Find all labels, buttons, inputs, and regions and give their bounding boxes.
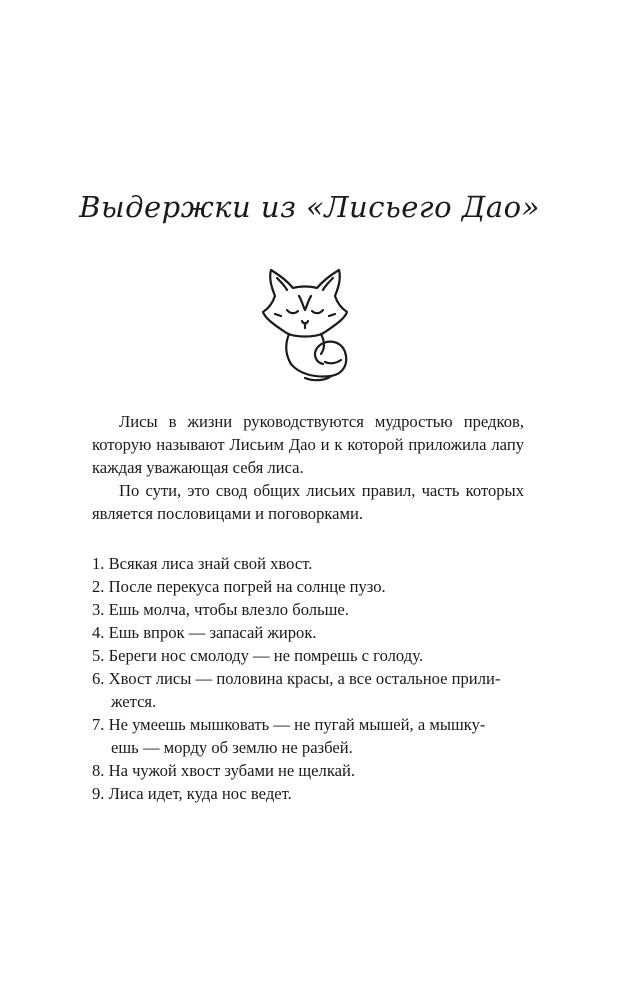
rule-text: 8. На чужой хвост зубами не щелкай. (92, 761, 356, 780)
rule-text: 4. Ешь впрок — запасай жирок. (92, 623, 317, 642)
list-item (92, 598, 524, 621)
rule-text: 6. Хвост лисы — половина красы, а все остальное прили- (92, 669, 501, 688)
rule-text: 2. После перекуса погрей на солнце пузо. (92, 577, 386, 596)
rule-continuation: жется. (111, 692, 157, 711)
body-text (92, 410, 524, 805)
list-item (92, 644, 524, 667)
rule-text: 5. Береги нос смолоду — не помрешь с голоду. (92, 646, 423, 665)
list-item (92, 667, 524, 713)
rule-text: 3. Ешь молча, чтобы влезло больше. (92, 600, 349, 619)
list-item (92, 575, 524, 598)
list-item (92, 759, 524, 782)
rule-continuation: ешь — морду об землю не разбей. (111, 738, 353, 757)
fox-icon (255, 268, 355, 386)
rule-text: 9. Лиса идет, куда нос ведет. (92, 784, 292, 803)
page-title: Выдержки из «Лисьего Дао» (79, 190, 540, 224)
rule-text: 1. Всякая лиса знай свой хвост. (92, 554, 313, 573)
list-item (92, 552, 524, 575)
rule-text: 7. Не умеешь мышковать — не пугай мышей, а мышку- (92, 715, 486, 734)
list-item (92, 713, 524, 759)
list-item (92, 621, 524, 644)
list-item (92, 782, 524, 805)
paragraph: Лисы в жизни руководствуются мудростью предков, которую называют Лисьим Дао и к которой приложила лапу каждая уважающая себя лиса. (92, 412, 524, 477)
rules-list (92, 552, 524, 805)
paragraph: По сути, это свод общих лисьих правил, часть которых является пословицами и поговорками. (92, 481, 524, 523)
